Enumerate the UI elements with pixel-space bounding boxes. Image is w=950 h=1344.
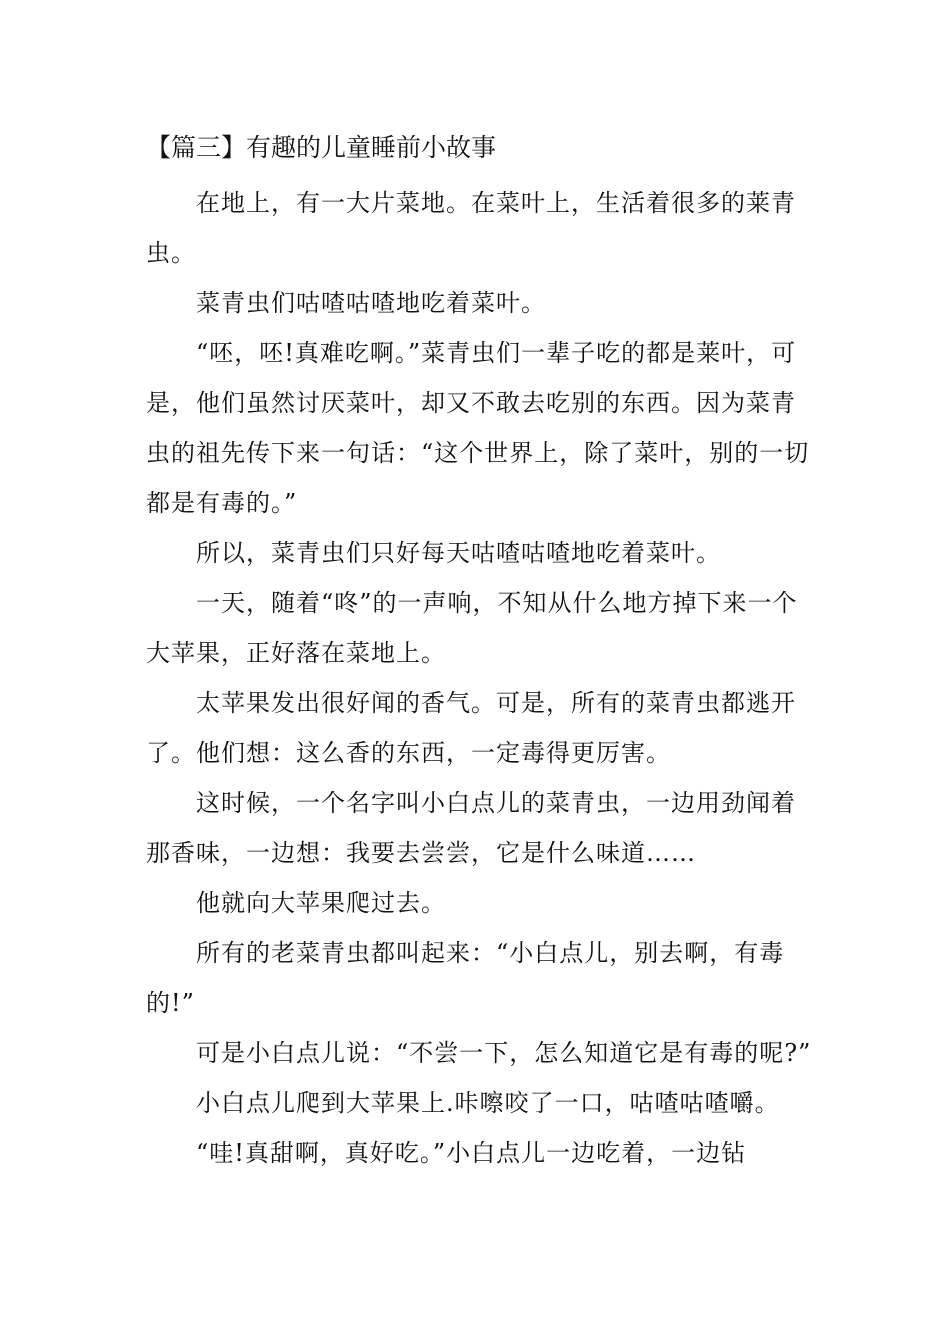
- paragraph: “呸，呸!真难吃啊。”菜青虫们一辈子吃的都是莱叶，可是，他们虽然讨厌菜叶，却又不敢去吃别的东西。因为菜青虫的祖先传下来一句话：“这个世界上，除了菜叶，别的一切都是有毒的。”: [146, 339, 810, 517]
- story-body: [146, 178, 816, 1178]
- paragraph: 这时候，一个名字叫小白点儿的菜青虫，一边用劲闻着那香味，一边想：我要去尝尝，它是什么味道……: [146, 789, 796, 867]
- paragraph: 菜青虫们咕喳咕喳地吃着菜叶。: [196, 289, 546, 317]
- paragraph: 所以，菜青虫们只好每天咕喳咕喳地吃着菜叶。: [196, 539, 721, 567]
- paragraph: 可是小白点儿说：“不尝一下，怎么知道它是有毒的呢?”: [196, 1039, 812, 1067]
- paragraph: 太苹果发出很好闻的香气。可是，所有的菜青虫都逃开了。他们想：这么香的东西，一定毒得更厉害。: [146, 689, 796, 767]
- paragraph: 一天，随着“咚”的一声响，不知从什么地方掉下来一个大苹果，正好落在菜地上。: [146, 589, 798, 667]
- paragraph: 在地上，有一大片菜地。在菜叶上，生活着很多的莱青虫。: [146, 189, 796, 267]
- paragraph: 小白点儿爬到大苹果上.咔嚓咬了一口，咕喳咕喳嚼。: [196, 1089, 780, 1117]
- paragraph: “哇!真甜啊，真好吃。”小白点儿一边吃着，一边钻: [196, 1139, 747, 1167]
- paragraph: 他就向大苹果爬过去。: [196, 889, 446, 917]
- story-title: 【篇三】有趣的儿童睡前小故事: [146, 133, 497, 162]
- paragraph: 所有的老菜青虫都叫起来：“小白点儿，别去啊，有毒的!”: [146, 939, 785, 1017]
